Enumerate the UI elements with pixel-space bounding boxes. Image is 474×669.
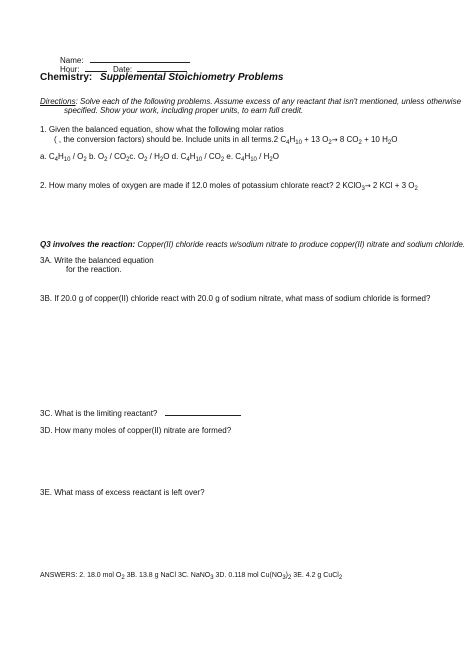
course-label: Chemistry: <box>40 72 93 83</box>
worksheet-title: Supplemental Stoichiometry Problems <box>100 72 284 83</box>
directions-line1: Directions: Solve each of the following problems. Assume excess of any reactant that isn't mentioned, unless otherwise <box>40 97 462 106</box>
q3a-line2: for the reaction. <box>66 265 122 274</box>
name-label: Name: <box>60 56 84 65</box>
answers-line: ANSWERS: 2. 18.0 mol $O_2$ 3B. 13.8 g NaCl 3C. NaNO$_3$ 3D. 0.118 mol $Cu(NO_3)_2$ 3E. 4.2 g CuCl$_2$ <box>40 572 343 581</box>
q3c-text: 3C. What is the limiting reactant? <box>40 409 158 418</box>
directions-line2: specified. Show your work, including proper units, to earn full credit. <box>64 106 304 115</box>
date-label: Date: <box>113 65 133 74</box>
q3a-line1: 3A. Write the balanced equation <box>40 256 154 265</box>
page-title <box>40 72 283 84</box>
q1-line1: 1. Given the balanced equation, show what the following molar ratios <box>40 125 284 134</box>
directions-label: Directions <box>40 97 76 106</box>
arrow-icon: → <box>364 182 371 190</box>
q1-parts: a. $C_4H_{10} / O_2$ b. $O_2 / CO_2c$. $O_2 / H_2O$ d. $C_4H_{10} / CO_2$ e. $C_4H_{10} / H_2O$ <box>40 152 279 163</box>
q1-line2: ( , the conversion factors) should be. Include units in all terms.2 $C_4H_{10} + 13$ $O_2\to 8$ $CO_2 + 10$ $H_2O$ <box>54 135 398 146</box>
q3e-text: 3E. What mass of excess reactant is left over? <box>40 488 205 497</box>
q3c-line <box>40 407 241 419</box>
q3-intro: Q3 involves the reaction: Copper(II) chloride reacts w/sodium nitrate to produce copper(II) nitrate and sodium chloride. <box>40 240 466 249</box>
hour-label: Hour: <box>60 65 80 74</box>
q3d-text: 3D. How many moles of copper(II) nitrate are formed? <box>40 426 232 435</box>
q3b-text: 3B. If 20.0 g of copper(II) chloride react with 20.0 g of sodium nitrate, what mass of sodium chloride is formed? <box>40 294 431 303</box>
arrow-icon: → <box>331 136 338 144</box>
limiting-reactant-blank[interactable] <box>165 407 241 416</box>
q2-text: 2. How many moles of oxygen are made if 12.0 moles of potassium chlorate react? 2 KClO$_3$→ 2 KCl + 3 $O_2$ <box>40 181 418 192</box>
hour-blank[interactable] <box>85 63 107 72</box>
name-blank[interactable] <box>90 54 190 63</box>
date-blank[interactable] <box>137 63 187 72</box>
